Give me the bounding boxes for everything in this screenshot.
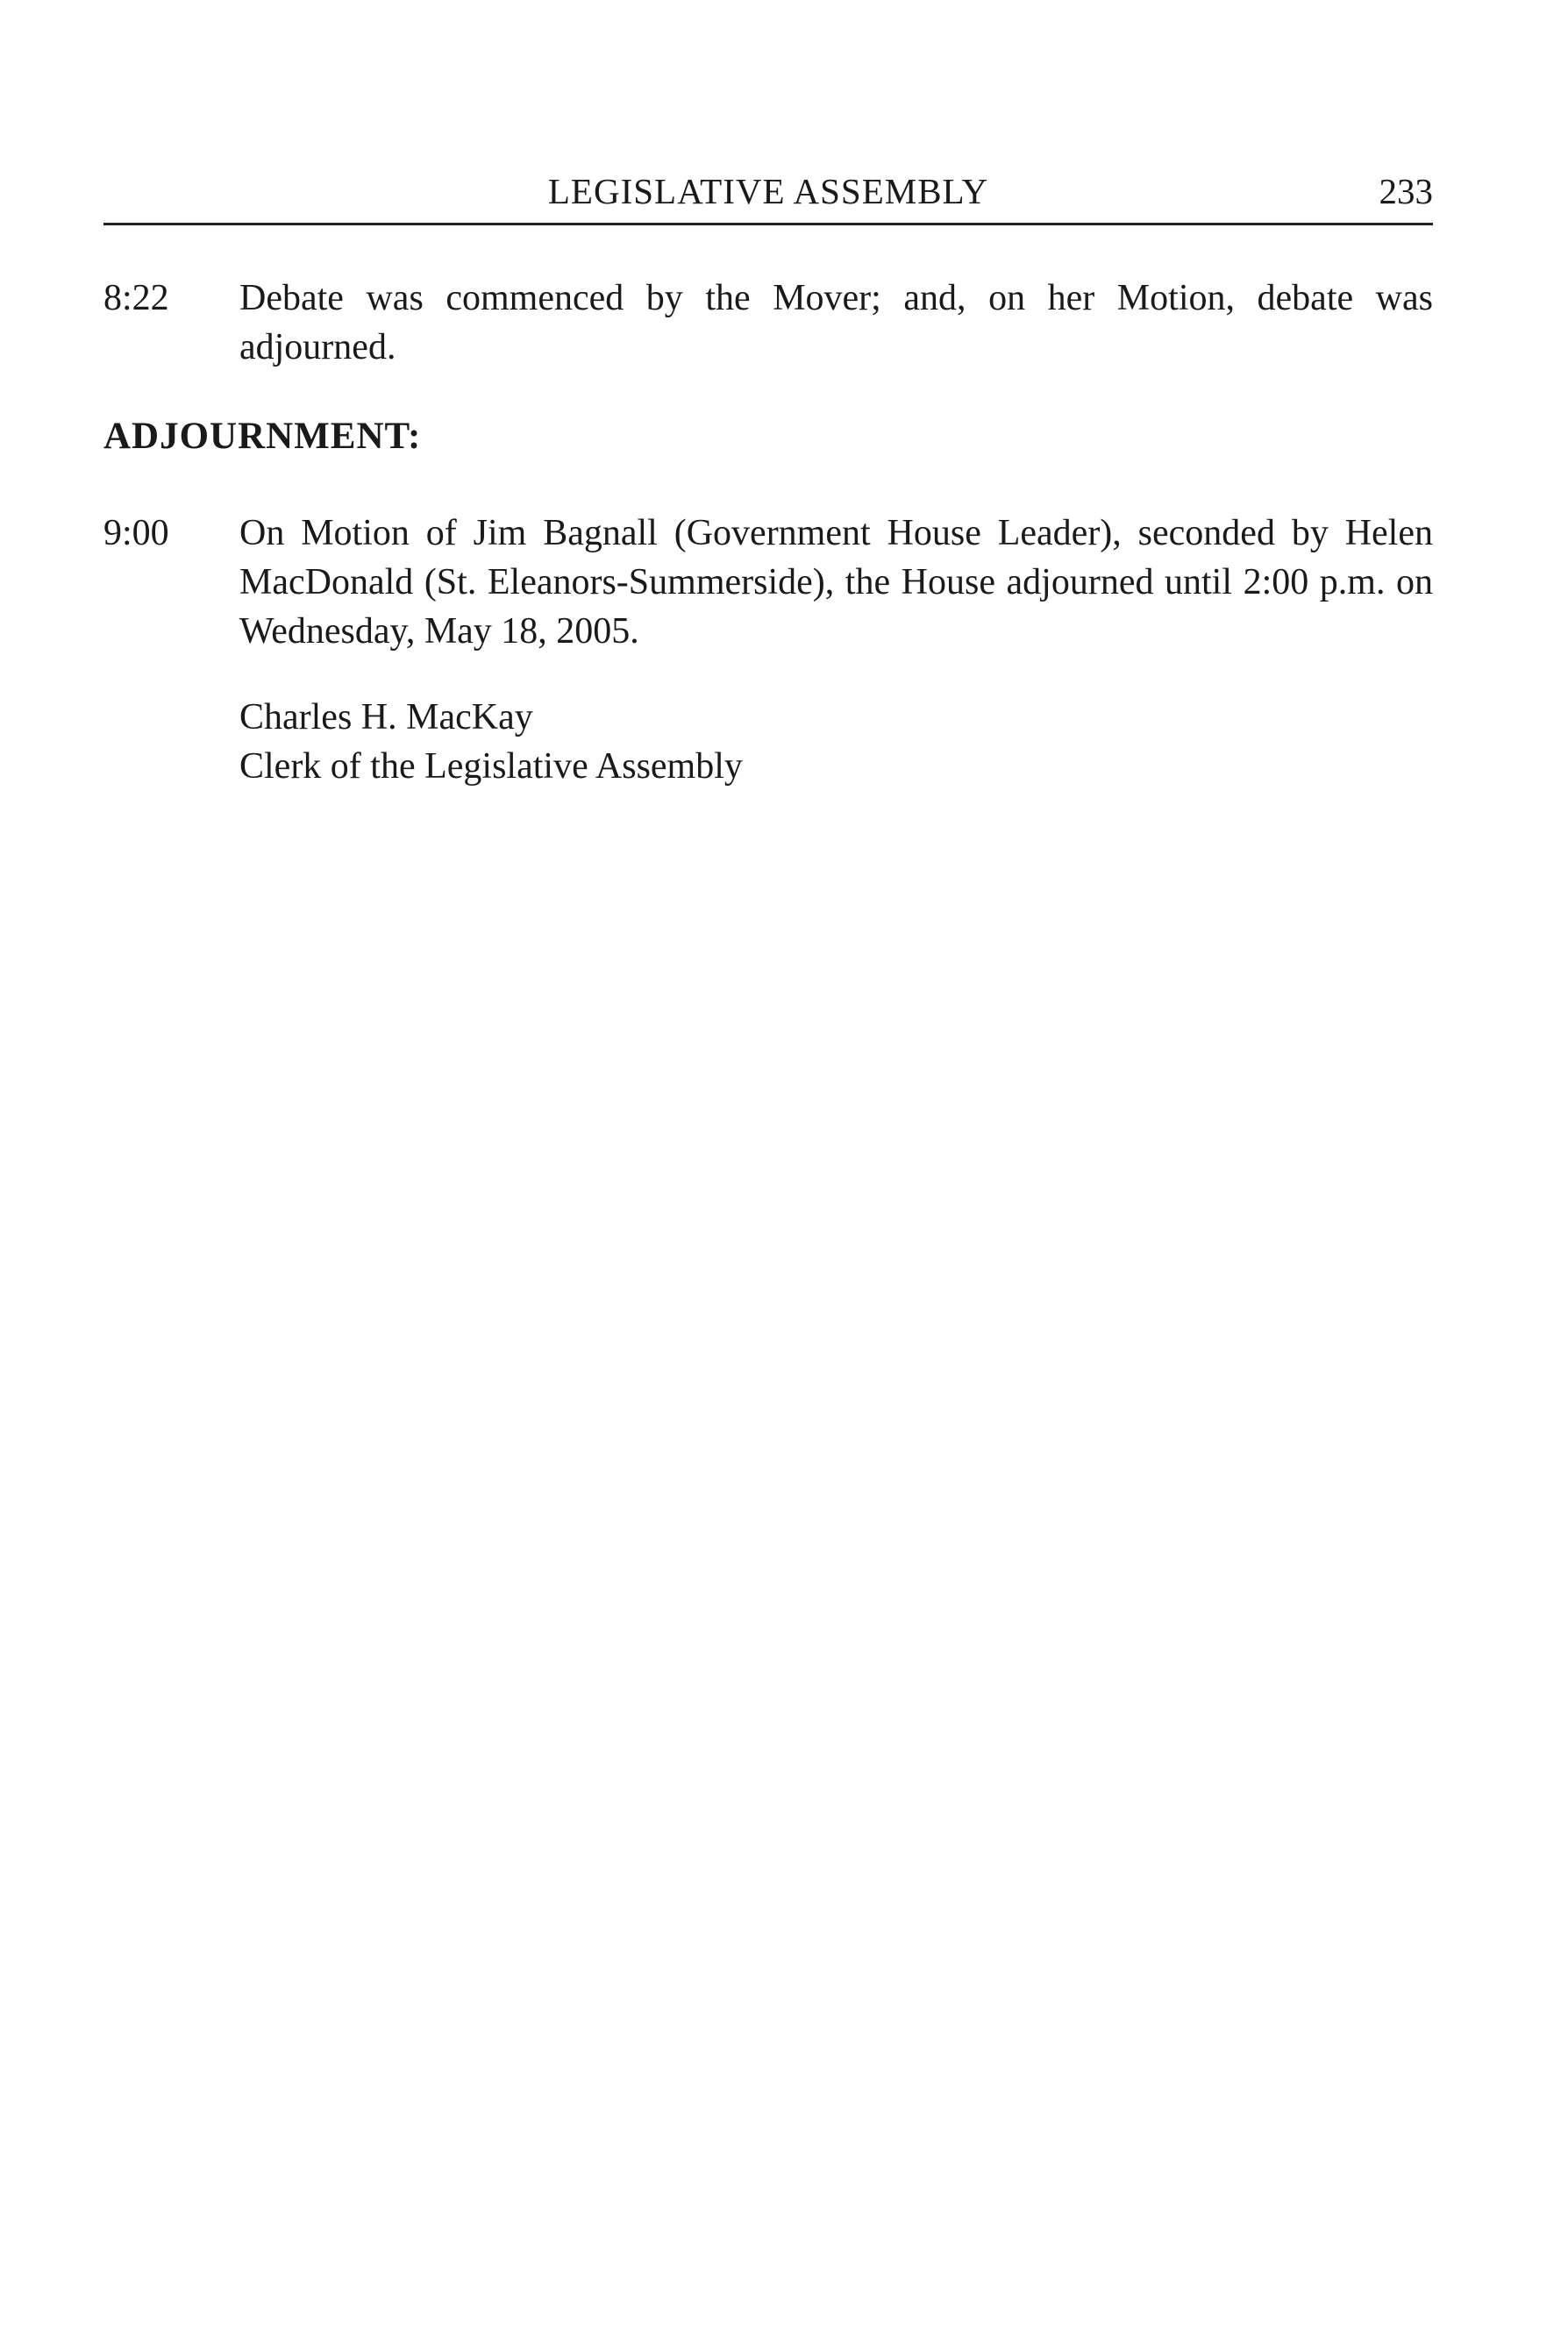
section-heading: ADJOURNMENT:: [103, 416, 422, 457]
page-header: [103, 167, 1433, 225]
signature-block: [239, 693, 743, 791]
entry-time: 8:22: [103, 278, 169, 318]
header-title: LEGISLATIVE ASSEMBLY: [547, 171, 989, 211]
entry-text: Debate was commenced by the Mover; and, on her Motion, debate was adjourned.: [239, 278, 1433, 367]
page-number: 233: [1379, 171, 1433, 211]
proceeding-entry: [103, 274, 1433, 379]
entry-text: On Motion of Jim Bagnall (Government House Leader), seconded by Helen MacDonald (St. Eleanors-Summerside), the House adjourned until 2:00 p.m. on Wednesday, May 18, 2005.: [239, 513, 1433, 652]
signatory-name: Charles H. MacKay: [239, 697, 533, 737]
signatory-title: Clerk of the Legislative Assembly: [239, 746, 743, 787]
entry-time: 9:00: [103, 513, 169, 553]
proceeding-entry: [103, 509, 1433, 666]
